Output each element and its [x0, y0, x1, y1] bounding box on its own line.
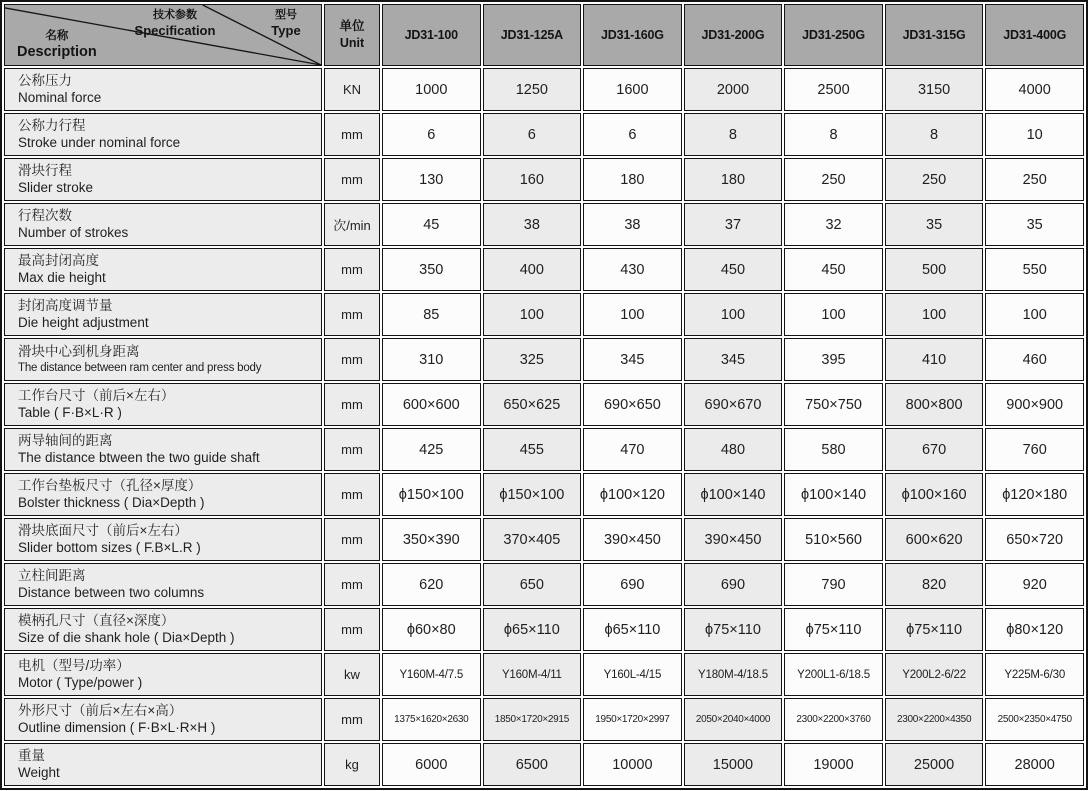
value-cell: 390×450	[684, 518, 783, 561]
value-cell: 790	[784, 563, 883, 606]
value-cell: 760	[985, 428, 1084, 471]
value-cell: Y225M-6/30	[985, 653, 1084, 696]
row-label-en: Outline dimension ( F·B×L·R×H )	[18, 719, 216, 735]
unit-cell: mm	[324, 563, 380, 606]
value-cell: 1000	[382, 68, 481, 111]
value-cell: Y180M-4/18.5	[684, 653, 783, 696]
value-cell: 85	[382, 293, 481, 336]
value-cell: 8	[885, 113, 984, 156]
unit-cell: mm	[324, 113, 380, 156]
value-cell: 2500	[784, 68, 883, 111]
value-cell: ϕ65×110	[483, 608, 582, 651]
type-label-zh: 型号	[275, 9, 297, 21]
table-row	[4, 698, 1084, 741]
value-cell: 250	[985, 158, 1084, 201]
row-label-zh: 滑块行程	[18, 163, 72, 179]
value-cell: 2000	[684, 68, 783, 111]
unit-cell: kg	[324, 743, 380, 786]
value-cell: 650×625	[483, 383, 582, 426]
row-label-zh: 滑块中心到机身距离	[18, 344, 140, 360]
value-cell: 2300×2200×4350	[885, 698, 984, 741]
value-cell: Y160M-4/11	[483, 653, 582, 696]
value-cell: 450	[784, 248, 883, 291]
value-cell: 1375×1620×2630	[382, 698, 481, 741]
row-label-zh: 立柱间距离	[18, 568, 86, 584]
unit-header-en: Unit	[339, 36, 365, 50]
row-label-cell	[4, 203, 322, 246]
value-cell: 100	[583, 293, 682, 336]
value-cell: ϕ150×100	[382, 473, 481, 516]
value-cell: 35	[885, 203, 984, 246]
description-label-en: Description	[17, 43, 97, 60]
value-cell: 250	[885, 158, 984, 201]
value-cell: 6	[483, 113, 582, 156]
row-label-cell	[4, 68, 322, 111]
corner-description-label	[17, 29, 97, 62]
value-cell: 600×620	[885, 518, 984, 561]
row-label-en: Size of die shank hole ( Dia×Depth )	[18, 629, 235, 645]
row-label-en: Slider bottom sizes ( F.B×L.R )	[18, 539, 201, 555]
row-label-zh: 外形尺寸（前后×左右×高）	[18, 703, 183, 719]
row-label-zh: 两导轴间的距离	[18, 433, 113, 449]
row-label-zh: 最高封闭高度	[18, 253, 99, 269]
row-label-zh: 行程次数	[18, 208, 72, 224]
table-row	[4, 473, 1084, 516]
row-label-cell	[4, 608, 322, 651]
value-cell: ϕ120×180	[985, 473, 1084, 516]
row-label-en: Nominal force	[18, 89, 102, 105]
value-cell: 1600	[583, 68, 682, 111]
unit-cell: mm	[324, 338, 380, 381]
table-row	[4, 563, 1084, 606]
corner-header-cell	[4, 4, 322, 66]
row-label-cell	[4, 698, 322, 741]
row-label-cell	[4, 653, 322, 696]
value-cell: 650	[483, 563, 582, 606]
value-cell: 580	[784, 428, 883, 471]
row-label-cell	[4, 563, 322, 606]
value-cell: 8	[684, 113, 783, 156]
unit-header-zh: 单位	[339, 19, 365, 34]
value-cell: 430	[583, 248, 682, 291]
value-cell: 670	[885, 428, 984, 471]
value-cell: 100	[784, 293, 883, 336]
value-cell: 450	[684, 248, 783, 291]
table-row	[4, 293, 1084, 336]
row-label-zh: 滑块底面尺寸（前后×左右）	[18, 523, 188, 539]
value-cell: 690	[583, 563, 682, 606]
row-label-en: Number of strokes	[18, 224, 129, 240]
description-label-zh: 名称	[45, 29, 69, 42]
row-label-zh: 封闭高度调节量	[18, 298, 113, 314]
value-cell: 345	[684, 338, 783, 381]
value-cell: ϕ60×80	[382, 608, 481, 651]
value-cell: ϕ100×160	[885, 473, 984, 516]
table-row	[4, 653, 1084, 696]
unit-column-header	[324, 4, 380, 66]
value-cell: 15000	[684, 743, 783, 786]
model-column-header: JD31-400G	[985, 4, 1084, 66]
row-label-zh: 公称力行程	[18, 118, 86, 134]
table-row	[4, 68, 1084, 111]
row-label-zh: 工作台垫板尺寸（孔径×厚度）	[18, 478, 202, 494]
unit-cell: mm	[324, 158, 380, 201]
corner-type-label	[254, 9, 318, 39]
row-label-en: Slider stroke	[18, 179, 94, 195]
value-cell: ϕ100×140	[684, 473, 783, 516]
value-cell: 600×600	[382, 383, 481, 426]
value-cell: 690	[684, 563, 783, 606]
value-cell: 35	[985, 203, 1084, 246]
value-cell: 395	[784, 338, 883, 381]
value-cell: 1850×1720×2915	[483, 698, 582, 741]
value-cell: 1250	[483, 68, 582, 111]
value-cell: Y160M-4/7.5	[382, 653, 481, 696]
value-cell: 130	[382, 158, 481, 201]
value-cell: 38	[483, 203, 582, 246]
row-label-en: Table ( F·B×L·R )	[18, 404, 122, 420]
value-cell: 620	[382, 563, 481, 606]
value-cell: 6000	[382, 743, 481, 786]
value-cell: ϕ150×100	[483, 473, 582, 516]
value-cell: 6	[583, 113, 682, 156]
value-cell: 480	[684, 428, 783, 471]
value-cell: 750×750	[784, 383, 883, 426]
value-cell: 180	[684, 158, 783, 201]
value-cell: 800×800	[885, 383, 984, 426]
value-cell: 500	[885, 248, 984, 291]
unit-cell: 次/min	[324, 203, 380, 246]
value-cell: 25000	[885, 743, 984, 786]
value-cell: 345	[583, 338, 682, 381]
value-cell: 650×720	[985, 518, 1084, 561]
table-row	[4, 743, 1084, 786]
value-cell: 820	[885, 563, 984, 606]
row-label-en: The distance btween the two guide shaft	[18, 449, 260, 465]
table-row	[4, 158, 1084, 201]
model-column-header: JD31-160G	[583, 4, 682, 66]
type-label-en: Type	[271, 22, 301, 38]
row-label-cell	[4, 428, 322, 471]
unit-cell: mm	[324, 518, 380, 561]
value-cell: 32	[784, 203, 883, 246]
unit-cell: KN	[324, 68, 380, 111]
value-cell: 400	[483, 248, 582, 291]
unit-cell: mm	[324, 293, 380, 336]
row-label-en: Weight	[18, 764, 60, 780]
header-row	[4, 4, 1084, 66]
row-label-zh: 重量	[18, 748, 45, 764]
value-cell: ϕ75×110	[885, 608, 984, 651]
value-cell: ϕ75×110	[684, 608, 783, 651]
value-cell: 310	[382, 338, 481, 381]
value-cell: 425	[382, 428, 481, 471]
value-cell: 370×405	[483, 518, 582, 561]
unit-cell: mm	[324, 248, 380, 291]
value-cell: 160	[483, 158, 582, 201]
row-label-zh: 工作台尺寸（前后×左右）	[18, 388, 175, 404]
model-column-header: JD31-100	[382, 4, 481, 66]
value-cell: 460	[985, 338, 1084, 381]
row-label-en: Max die height	[18, 269, 106, 285]
value-cell: 455	[483, 428, 582, 471]
value-cell: 28000	[985, 743, 1084, 786]
value-cell: 510×560	[784, 518, 883, 561]
value-cell: 180	[583, 158, 682, 201]
row-label-cell	[4, 248, 322, 291]
value-cell: 8	[784, 113, 883, 156]
row-label-cell	[4, 158, 322, 201]
model-column-header: JD31-250G	[784, 4, 883, 66]
unit-cell: mm	[324, 428, 380, 471]
value-cell: 390×450	[583, 518, 682, 561]
value-cell: 410	[885, 338, 984, 381]
unit-cell: mm	[324, 608, 380, 651]
row-label-zh: 模柄孔尺寸（直径×深度）	[18, 613, 175, 629]
value-cell: 38	[583, 203, 682, 246]
row-label-cell	[4, 338, 322, 381]
row-label-en: Bolster thickness ( Dia×Depth )	[18, 494, 205, 510]
row-label-cell	[4, 473, 322, 516]
value-cell: 19000	[784, 743, 883, 786]
value-cell: 1950×1720×2997	[583, 698, 682, 741]
unit-cell: mm	[324, 383, 380, 426]
table-row	[4, 383, 1084, 426]
value-cell: 325	[483, 338, 582, 381]
row-label-en: Die height adjustment	[18, 314, 149, 330]
value-cell: 690×670	[684, 383, 783, 426]
row-label-cell	[4, 383, 322, 426]
spec-label-zh: 技术参数	[153, 9, 197, 21]
value-cell: ϕ80×120	[985, 608, 1084, 651]
model-column-header: JD31-125A	[483, 4, 582, 66]
value-cell: 920	[985, 563, 1084, 606]
value-cell: 45	[382, 203, 481, 246]
value-cell: Y200L1-6/18.5	[784, 653, 883, 696]
value-cell: 37	[684, 203, 783, 246]
table-row	[4, 428, 1084, 471]
row-label-cell	[4, 518, 322, 561]
value-cell: ϕ75×110	[784, 608, 883, 651]
table-row	[4, 338, 1084, 381]
value-cell: ϕ100×140	[784, 473, 883, 516]
row-label-zh: 公称压力	[18, 73, 72, 89]
value-cell: Y160L-4/15	[583, 653, 682, 696]
unit-cell: kw	[324, 653, 380, 696]
value-cell: 550	[985, 248, 1084, 291]
value-cell: 100	[885, 293, 984, 336]
value-cell: 2500×2350×4750	[985, 698, 1084, 741]
row-label-en: Distance between two columns	[18, 584, 205, 600]
value-cell: 470	[583, 428, 682, 471]
value-cell: 4000	[985, 68, 1084, 111]
value-cell: 2300×2200×3760	[784, 698, 883, 741]
value-cell: 900×900	[985, 383, 1084, 426]
value-cell: 10000	[583, 743, 682, 786]
model-column-header: JD31-315G	[885, 4, 984, 66]
value-cell: 350×390	[382, 518, 481, 561]
row-label-zh: 电机（型号/功率）	[18, 658, 130, 674]
value-cell: 350	[382, 248, 481, 291]
row-label-cell	[4, 113, 322, 156]
value-cell: 10	[985, 113, 1084, 156]
table-row	[4, 248, 1084, 291]
value-cell: 100	[985, 293, 1084, 336]
row-label-en: Stroke under nominal force	[18, 134, 181, 150]
table-row	[4, 608, 1084, 651]
value-cell: 6500	[483, 743, 582, 786]
value-cell: 250	[784, 158, 883, 201]
row-label-cell	[4, 293, 322, 336]
row-label-en: The distance between ram center and press body	[18, 362, 262, 375]
spec-label-en: Specification	[134, 22, 216, 38]
value-cell: 690×650	[583, 383, 682, 426]
value-cell: ϕ65×110	[583, 608, 682, 651]
value-cell: 100	[684, 293, 783, 336]
unit-cell: mm	[324, 698, 380, 741]
table-row	[4, 203, 1084, 246]
table-row	[4, 518, 1084, 561]
model-column-header: JD31-200G	[684, 4, 783, 66]
corner-spec-label	[89, 9, 261, 39]
value-cell: 100	[483, 293, 582, 336]
table-row	[4, 113, 1084, 156]
row-label-cell	[4, 743, 322, 786]
value-cell: 6	[382, 113, 481, 156]
value-cell: Y200L2-6/22	[885, 653, 984, 696]
value-cell: ϕ100×120	[583, 473, 682, 516]
row-label-en: Motor ( Type/power )	[18, 674, 143, 690]
unit-cell: mm	[324, 473, 380, 516]
value-cell: 3150	[885, 68, 984, 111]
value-cell: 2050×2040×4000	[684, 698, 783, 741]
